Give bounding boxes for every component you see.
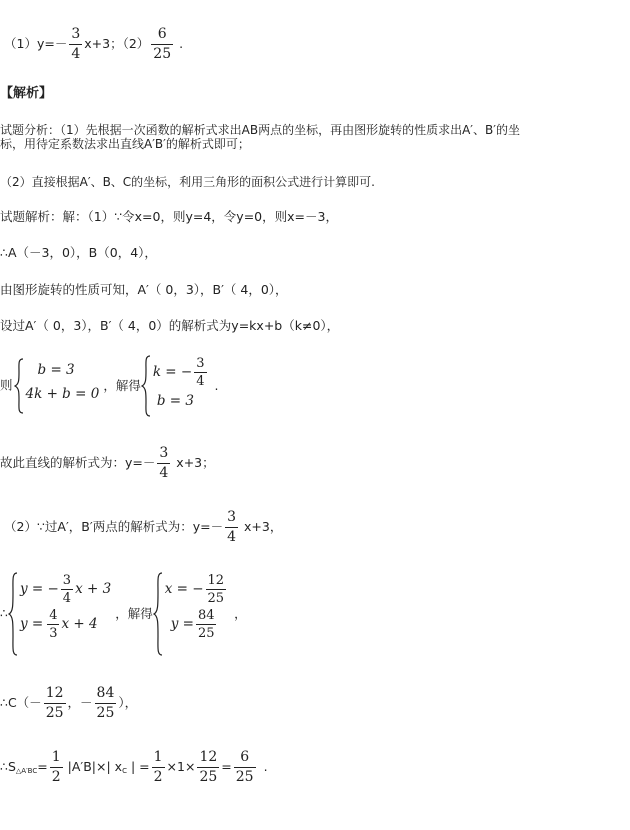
- solution-line-9: [0, 684, 137, 723]
- area-abs-close: | =: [126, 759, 150, 774]
- frac-denominator: 2: [51, 769, 61, 785]
- analysis-line-2: 标，用待定系数法求出直线A′B′的解析式即可；: [0, 137, 250, 151]
- frac-denominator: 4: [62, 591, 72, 606]
- system1-row1: b = 3: [37, 362, 75, 378]
- frac-numerator: 3: [62, 573, 72, 588]
- frac-numerator: 1: [51, 749, 61, 765]
- answer-part1-suffix: x+3；（2）: [84, 36, 150, 51]
- solution-line-7: [4, 508, 282, 547]
- solution-line-4: 设过A′（ 0，3），B′（ 4，0）的解析式为y=kx+b（k≠0），: [0, 318, 340, 333]
- line-result-prefix: 故此直线的解析式为：y=－: [0, 455, 156, 470]
- frac-numerator: 1: [153, 749, 163, 765]
- part2-prefix: （2）∵过A′，B′两点的解析式为：y=－: [4, 519, 224, 534]
- area-subscript: △A′BC: [15, 767, 38, 775]
- system3-row2-lhs: y =: [19, 616, 44, 632]
- system2-row1: [153, 355, 209, 390]
- comma: ，: [234, 605, 247, 621]
- system3-row1-rhs: x + 3: [75, 581, 112, 597]
- equals: =: [221, 759, 232, 774]
- solution-line-3: 由图形旋转的性质可知，A′（ 0，3），B′（ 4，0），: [0, 282, 288, 297]
- left-brace-icon: [153, 572, 164, 656]
- equation-system-3: [8, 572, 111, 656]
- solve-label: ，解得: [115, 605, 153, 621]
- frac-numerator: 12: [199, 749, 218, 765]
- solution-line-6: [0, 444, 215, 483]
- left-brace-icon: [141, 355, 152, 417]
- frac-numerator: 3: [227, 509, 237, 525]
- solution-line-2: ∴A（－3，0），B（0，4），: [0, 245, 157, 260]
- frac-numerator: 3: [196, 356, 205, 371]
- answer-line: [4, 25, 183, 64]
- frac-denominator: 25: [197, 626, 215, 641]
- system1-row2: 4k + b = 0: [25, 386, 100, 402]
- frac-numerator: 12: [45, 685, 64, 701]
- frac-denominator: 25: [199, 769, 218, 785]
- analysis-line-1: 试题分析：（1）先根据一次函数的解析式求出AB两点的坐标，再由图形旋转的性质求出A′、B′的坐: [0, 123, 520, 137]
- system3-row2: [20, 607, 111, 642]
- frac-denominator: 25: [235, 769, 254, 785]
- frac-3-4: [194, 355, 206, 390]
- frac-numerator: 4: [49, 608, 58, 623]
- system4-row2-lhs: y =: [170, 616, 194, 632]
- frac-denominator: 4: [159, 465, 169, 481]
- analysis-line-3: （2）直接根据A′、B、C的坐标，利用三角形的面积公式进行计算即可.: [0, 175, 375, 189]
- answer-frac-6-25: [151, 25, 173, 64]
- equals: =: [37, 759, 48, 774]
- solution-line-5: [0, 355, 218, 417]
- system4-row1: [165, 572, 228, 607]
- area-abs-expr: |A′B|×| x: [67, 759, 123, 774]
- solution-line-10: [0, 748, 268, 787]
- frac-1-2: [50, 748, 63, 787]
- frac-denominator: 3: [49, 626, 58, 641]
- therefore-symbol: ∴: [0, 605, 8, 621]
- frac-denominator: 4: [196, 374, 205, 389]
- then-label: 则: [0, 377, 13, 393]
- system2-row1-lhs: k = −: [152, 364, 193, 380]
- frac-84-25: [95, 684, 117, 723]
- solution-line-8: [0, 572, 247, 656]
- answer-part1-prefix: （1）y=－: [4, 36, 68, 51]
- frac-denominator: 25: [153, 46, 172, 62]
- system2-row2: b = 3: [156, 393, 194, 409]
- solve-label: ，解得: [103, 377, 141, 393]
- times-one: ×1×: [166, 759, 196, 774]
- answer-part2-suffix: .: [179, 36, 184, 51]
- part2-suffix: x+3，: [244, 519, 283, 534]
- system4-row2: [165, 607, 228, 642]
- frac-12-25: [206, 572, 227, 607]
- frac-numerator: 6: [240, 749, 250, 765]
- section-title: 【解析】: [0, 86, 53, 101]
- solution-line-1: 试题解析：解：（1）∵令x=0，则y=4，令y=0，则x=－3，: [0, 209, 338, 224]
- system3-row1-lhs: y = −: [19, 581, 59, 597]
- frac-12-25: [44, 684, 66, 723]
- left-brace-icon: [14, 358, 25, 414]
- point-c-suffix: ），: [118, 695, 138, 710]
- frac-numerator: 6: [157, 26, 167, 42]
- frac-numerator: 84: [96, 685, 115, 701]
- frac-1-2: [152, 748, 165, 787]
- system3-row1: [20, 572, 111, 607]
- xc-subscript: C: [122, 767, 127, 775]
- line-result-suffix: x+3；: [176, 455, 215, 470]
- system4-row1-lhs: x = −: [164, 581, 204, 597]
- frac-84-25: [196, 607, 217, 642]
- equation-system-1: [14, 358, 100, 414]
- frac-4-3: [47, 607, 59, 642]
- frac-denominator: 4: [227, 529, 237, 545]
- area-prefix: ∴S: [0, 759, 16, 774]
- frac-denominator: 25: [96, 705, 115, 721]
- answer-frac-3-4: [69, 25, 82, 64]
- equation-system-2: [141, 355, 209, 417]
- point-c-prefix: ∴C（－: [0, 695, 42, 710]
- frac-numerator: 3: [159, 445, 169, 461]
- frac-3-4: [61, 572, 73, 607]
- frac-denominator: 25: [45, 705, 64, 721]
- period: .: [263, 759, 268, 774]
- frac-denominator: 4: [71, 46, 81, 62]
- left-brace-icon: [8, 572, 19, 656]
- frac-numerator: 3: [71, 26, 81, 42]
- frac-3-4: [225, 508, 238, 547]
- frac-denominator: 2: [153, 769, 163, 785]
- frac-numerator: 12: [207, 573, 225, 588]
- frac-6-25: [234, 748, 256, 787]
- equation-system-4: [153, 572, 228, 656]
- frac-denominator: 25: [207, 591, 225, 606]
- point-c-mid: ，－: [67, 695, 93, 710]
- frac-3-4: [157, 444, 170, 483]
- frac-12-25: [197, 748, 219, 787]
- frac-numerator: 84: [197, 608, 215, 623]
- period: .: [214, 377, 219, 393]
- system3-row2-rhs: x + 4: [61, 616, 98, 632]
